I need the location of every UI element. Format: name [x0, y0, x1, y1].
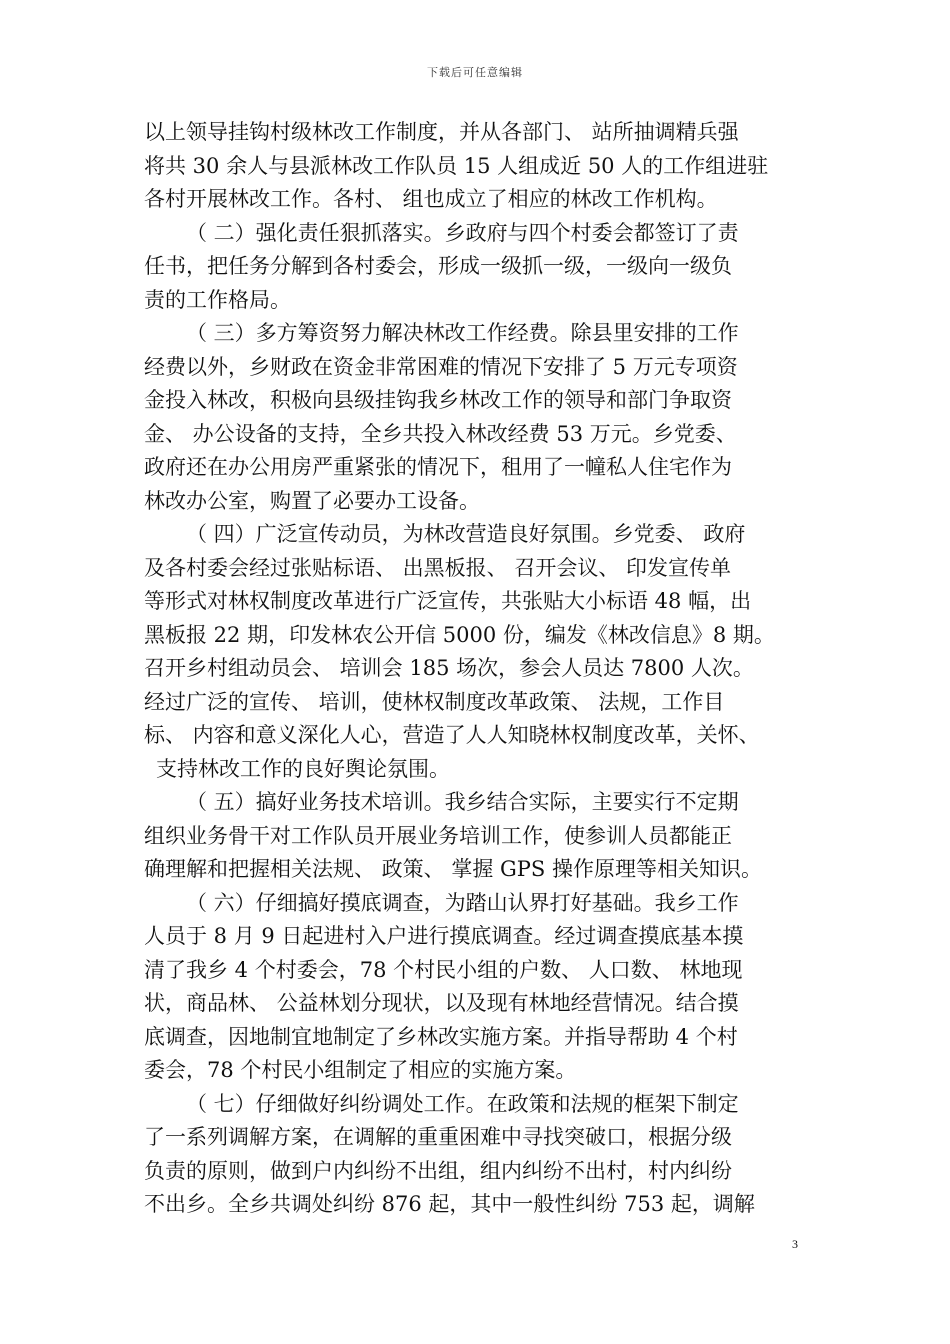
paragraph-start-line: （ 七）仔细做好纠纷调处工作。在政策和法规的框架下制定: [186, 1091, 739, 1116]
text-line: 以上领导挂钩村级林改工作制度，并从各部门、 站所抽调精兵强: [144, 120, 739, 144]
text-line: 金、 办公设备的支持，全乡共投入林改经费 53 万元。乡党委、: [144, 421, 737, 446]
text-line: 将共 30 余人与县派林改工作队员 15 人组成近 50 人的工作组进驻: [144, 153, 769, 178]
text-line: 状，商品林、 公益林划分现状，以及现有林地经营情况。结合摸: [144, 991, 739, 1015]
paragraph-start-line: （ 五）搞好业务技术培训。我乡结合实际，主要实行不定期: [186, 790, 739, 814]
text-line: 及各村委会经过张贴标语、 出黑板报、 召开会议、 印发宣传单: [144, 555, 732, 580]
text-line: 任书，把任务分解到各村委会，形成一级抓一级，一级向一级负: [144, 254, 732, 278]
text-line: 政府还在办公用房严重紧张的情况下，租用了一幢私人住宅作为: [144, 455, 732, 479]
page-number: 3: [792, 1237, 798, 1251]
text-line: 不出乡。全乡共调处纠纷 876 起，其中一般性纠纷 753 起，调解: [144, 1192, 755, 1216]
text-line: 清了我乡 4 个村委会，78 个村民小组的户数、 人口数、 林地现: [144, 957, 743, 982]
text-line: 标、 内容和意义深化人心，营造了人人知晓林权制度改革，关怀、: [144, 723, 760, 747]
paragraph-start-line: （ 四）广泛宣传动员，为林改营造良好氛围。乡党委、 政府: [186, 522, 746, 546]
text-line: 经费以外，乡财政在资金非常困难的情况下安排了 5 万元专项资: [144, 354, 738, 379]
text-line: 经过广泛的宣传、 培训，使林权制度改革政策、 法规，工作目: [144, 689, 725, 714]
text-line: 金投入林改，积极向县级挂钩我乡林改工作的领导和部门争取资: [144, 388, 732, 412]
paragraph-start-line: （ 六）仔细搞好摸底调查，为踏山认界打好基础。我乡工作: [186, 890, 739, 915]
document-body: [144, 116, 824, 1222]
text-line: 确理解和把握相关法规、 政策、 掌握 GPS 操作原理等相关知识。: [144, 857, 762, 881]
page-header: 下载后可任意编辑: [427, 66, 523, 79]
text-line: 了一系列调解方案，在调解的重重困难中寻找突破口，根据分级: [144, 1125, 732, 1149]
text-line: 等形式对林权制度改革进行广泛宣传，共张贴大小标语 48 幅，出: [144, 589, 752, 613]
text-line: 组织业务骨干对工作队员开展业务培训工作，使参训人员都能正: [144, 823, 732, 848]
text-line: 委会，78 个村民小组制定了相应的实施方案。: [144, 1058, 577, 1082]
paragraph-start-line: （ 二）强化责任狠抓落实。乡政府与四个村委会都签订了责: [186, 220, 739, 245]
text-line: 负责的原则，做到户内纠纷不出组，组内纠纷不出村，村内纠纷: [144, 1158, 732, 1183]
paragraph-start-line: （ 三）多方筹资努力解决林改工作经费。除县里安排的工作: [186, 321, 739, 345]
text-line: 底调查，因地制宜地制定了乡林改实施方案。并指导帮助 4 个村: [144, 1024, 738, 1049]
text-line: 各村开展林改工作。各村、 组也成立了相应的林改工作机构。: [144, 187, 718, 211]
text-line: 人员于 8 月 9 日起进村入户进行摸底调查。经过调查摸底基本摸: [144, 924, 744, 948]
text-line: 支持林改工作的良好舆论氛围。: [156, 756, 450, 781]
text-line: 林改办公室，购置了必要办工设备。: [144, 488, 480, 513]
text-line: 召开乡村组动员会、 培训会 185 场次，参会人员达 7800 人次。: [144, 656, 754, 680]
text-line: 黑板报 22 期，印发林农公开信 5000 份，编发《林改信息》8 期。: [144, 622, 775, 647]
text-line: 责的工作格局。: [144, 287, 291, 312]
